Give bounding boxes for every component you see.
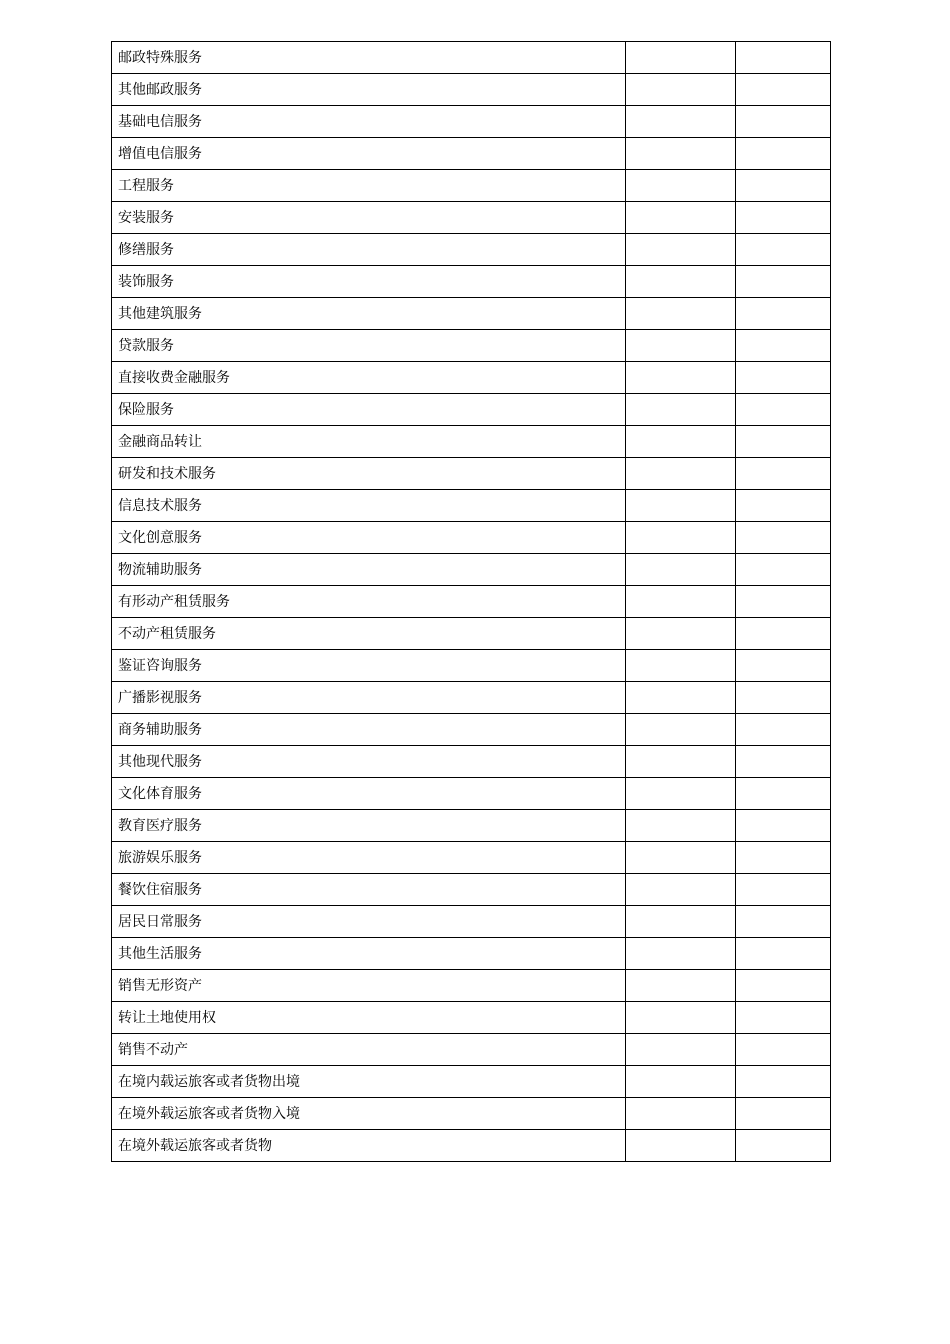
value-cell-b[interactable] xyxy=(736,938,831,970)
service-name-cell: 邮政特殊服务 xyxy=(112,42,626,74)
value-cell-a[interactable] xyxy=(626,906,736,938)
service-name-cell: 装饰服务 xyxy=(112,266,626,298)
service-name-cell: 其他建筑服务 xyxy=(112,298,626,330)
value-cell-a[interactable] xyxy=(626,42,736,74)
value-cell-b[interactable] xyxy=(736,810,831,842)
value-cell-b[interactable] xyxy=(736,554,831,586)
value-cell-a[interactable] xyxy=(626,842,736,874)
table-row xyxy=(112,1066,831,1098)
value-cell-b[interactable] xyxy=(736,1034,831,1066)
table-row xyxy=(112,138,831,170)
value-cell-b[interactable] xyxy=(736,362,831,394)
value-cell-b[interactable] xyxy=(736,778,831,810)
value-cell-a[interactable] xyxy=(626,298,736,330)
service-name-cell: 餐饮住宿服务 xyxy=(112,874,626,906)
service-name-cell: 销售不动产 xyxy=(112,1034,626,1066)
value-cell-a[interactable] xyxy=(626,810,736,842)
value-cell-a[interactable] xyxy=(626,362,736,394)
value-cell-b[interactable] xyxy=(736,426,831,458)
table-row xyxy=(112,170,831,202)
service-name-cell: 旅游娱乐服务 xyxy=(112,842,626,874)
service-table xyxy=(111,41,831,1162)
table-row xyxy=(112,266,831,298)
value-cell-b[interactable] xyxy=(736,970,831,1002)
table-row xyxy=(112,618,831,650)
service-name-cell: 物流辅助服务 xyxy=(112,554,626,586)
value-cell-b[interactable] xyxy=(736,490,831,522)
table-row xyxy=(112,938,831,970)
table-row xyxy=(112,970,831,1002)
table-row xyxy=(112,522,831,554)
service-name-cell: 增值电信服务 xyxy=(112,138,626,170)
value-cell-a[interactable] xyxy=(626,1034,736,1066)
value-cell-a[interactable] xyxy=(626,330,736,362)
service-name-cell: 文化创意服务 xyxy=(112,522,626,554)
value-cell-a[interactable] xyxy=(626,490,736,522)
value-cell-b[interactable] xyxy=(736,586,831,618)
value-cell-b[interactable] xyxy=(736,1002,831,1034)
table-row xyxy=(112,74,831,106)
table-row xyxy=(112,298,831,330)
value-cell-a[interactable] xyxy=(626,1098,736,1130)
service-name-cell: 金融商品转让 xyxy=(112,426,626,458)
value-cell-b[interactable] xyxy=(736,714,831,746)
table-row xyxy=(112,1002,831,1034)
table-row xyxy=(112,746,831,778)
value-cell-b[interactable] xyxy=(736,266,831,298)
service-name-cell: 信息技术服务 xyxy=(112,490,626,522)
table-row xyxy=(112,42,831,74)
value-cell-b[interactable] xyxy=(736,874,831,906)
service-name-cell: 转让土地使用权 xyxy=(112,1002,626,1034)
table-row xyxy=(112,810,831,842)
service-name-cell: 有形动产租赁服务 xyxy=(112,586,626,618)
value-cell-a[interactable] xyxy=(626,202,736,234)
service-name-cell: 保险服务 xyxy=(112,394,626,426)
value-cell-b[interactable] xyxy=(736,298,831,330)
value-cell-a[interactable] xyxy=(626,522,736,554)
value-cell-a[interactable] xyxy=(626,554,736,586)
service-name-cell: 其他生活服务 xyxy=(112,938,626,970)
table-row xyxy=(112,330,831,362)
value-cell-a[interactable] xyxy=(626,682,736,714)
value-cell-b[interactable] xyxy=(736,842,831,874)
table-row xyxy=(112,458,831,490)
value-cell-a[interactable] xyxy=(626,138,736,170)
service-name-cell: 不动产租赁服务 xyxy=(112,618,626,650)
table-row xyxy=(112,554,831,586)
value-cell-a[interactable] xyxy=(626,970,736,1002)
table-row xyxy=(112,778,831,810)
table-row xyxy=(112,714,831,746)
value-cell-a[interactable] xyxy=(626,938,736,970)
value-cell-a[interactable] xyxy=(626,234,736,266)
service-name-cell: 文化体育服务 xyxy=(112,778,626,810)
table-row xyxy=(112,234,831,266)
table-row xyxy=(112,842,831,874)
service-name-cell: 鉴证咨询服务 xyxy=(112,650,626,682)
value-cell-a[interactable] xyxy=(626,1130,736,1162)
value-cell-a[interactable] xyxy=(626,874,736,906)
service-name-cell: 贷款服务 xyxy=(112,330,626,362)
table-row xyxy=(112,1098,831,1130)
value-cell-a[interactable] xyxy=(626,170,736,202)
value-cell-b[interactable] xyxy=(736,170,831,202)
value-cell-b[interactable] xyxy=(736,618,831,650)
service-name-cell: 在境外载运旅客或者货物 xyxy=(112,1130,626,1162)
service-name-cell: 修缮服务 xyxy=(112,234,626,266)
value-cell-b[interactable] xyxy=(736,906,831,938)
value-cell-b[interactable] xyxy=(736,682,831,714)
value-cell-b[interactable] xyxy=(736,1130,831,1162)
table-row xyxy=(112,426,831,458)
value-cell-b[interactable] xyxy=(736,138,831,170)
table-row xyxy=(112,906,831,938)
value-cell-b[interactable] xyxy=(736,202,831,234)
value-cell-b[interactable] xyxy=(736,106,831,138)
value-cell-a[interactable] xyxy=(626,394,736,426)
table-row xyxy=(112,106,831,138)
table-row xyxy=(112,874,831,906)
value-cell-a[interactable] xyxy=(626,650,736,682)
table-row xyxy=(112,650,831,682)
value-cell-b[interactable] xyxy=(736,234,831,266)
value-cell-a[interactable] xyxy=(626,778,736,810)
service-name-cell: 居民日常服务 xyxy=(112,906,626,938)
service-name-cell: 基础电信服务 xyxy=(112,106,626,138)
value-cell-b[interactable] xyxy=(736,394,831,426)
value-cell-a[interactable] xyxy=(626,458,736,490)
table-row xyxy=(112,362,831,394)
value-cell-b[interactable] xyxy=(736,650,831,682)
table-row xyxy=(112,586,831,618)
service-name-cell: 商务辅助服务 xyxy=(112,714,626,746)
value-cell-b[interactable] xyxy=(736,1098,831,1130)
service-name-cell: 其他现代服务 xyxy=(112,746,626,778)
value-cell-b[interactable] xyxy=(736,746,831,778)
table-row xyxy=(112,202,831,234)
value-cell-a[interactable] xyxy=(626,1002,736,1034)
value-cell-a[interactable] xyxy=(626,266,736,298)
value-cell-b[interactable] xyxy=(736,522,831,554)
value-cell-b[interactable] xyxy=(736,74,831,106)
service-name-cell: 教育医疗服务 xyxy=(112,810,626,842)
table-row xyxy=(112,682,831,714)
value-cell-b[interactable] xyxy=(736,1066,831,1098)
value-cell-a[interactable] xyxy=(626,586,736,618)
table-row xyxy=(112,1034,831,1066)
service-name-cell: 广播影视服务 xyxy=(112,682,626,714)
service-name-cell: 工程服务 xyxy=(112,170,626,202)
service-name-cell: 其他邮政服务 xyxy=(112,74,626,106)
service-name-cell: 在境外载运旅客或者货物入境 xyxy=(112,1098,626,1130)
value-cell-a[interactable] xyxy=(626,74,736,106)
value-cell-a[interactable] xyxy=(626,714,736,746)
value-cell-a[interactable] xyxy=(626,618,736,650)
value-cell-b[interactable] xyxy=(736,42,831,74)
service-table-body xyxy=(112,42,831,1162)
table-row xyxy=(112,394,831,426)
value-cell-b[interactable] xyxy=(736,458,831,490)
table-row xyxy=(112,1130,831,1162)
service-name-cell: 销售无形资产 xyxy=(112,970,626,1002)
value-cell-a[interactable] xyxy=(626,746,736,778)
service-name-cell: 在境内载运旅客或者货物出境 xyxy=(112,1066,626,1098)
service-name-cell: 研发和技术服务 xyxy=(112,458,626,490)
value-cell-b[interactable] xyxy=(736,330,831,362)
value-cell-a[interactable] xyxy=(626,106,736,138)
value-cell-a[interactable] xyxy=(626,1066,736,1098)
service-name-cell: 直接收费金融服务 xyxy=(112,362,626,394)
service-name-cell: 安装服务 xyxy=(112,202,626,234)
table-row xyxy=(112,490,831,522)
value-cell-a[interactable] xyxy=(626,426,736,458)
